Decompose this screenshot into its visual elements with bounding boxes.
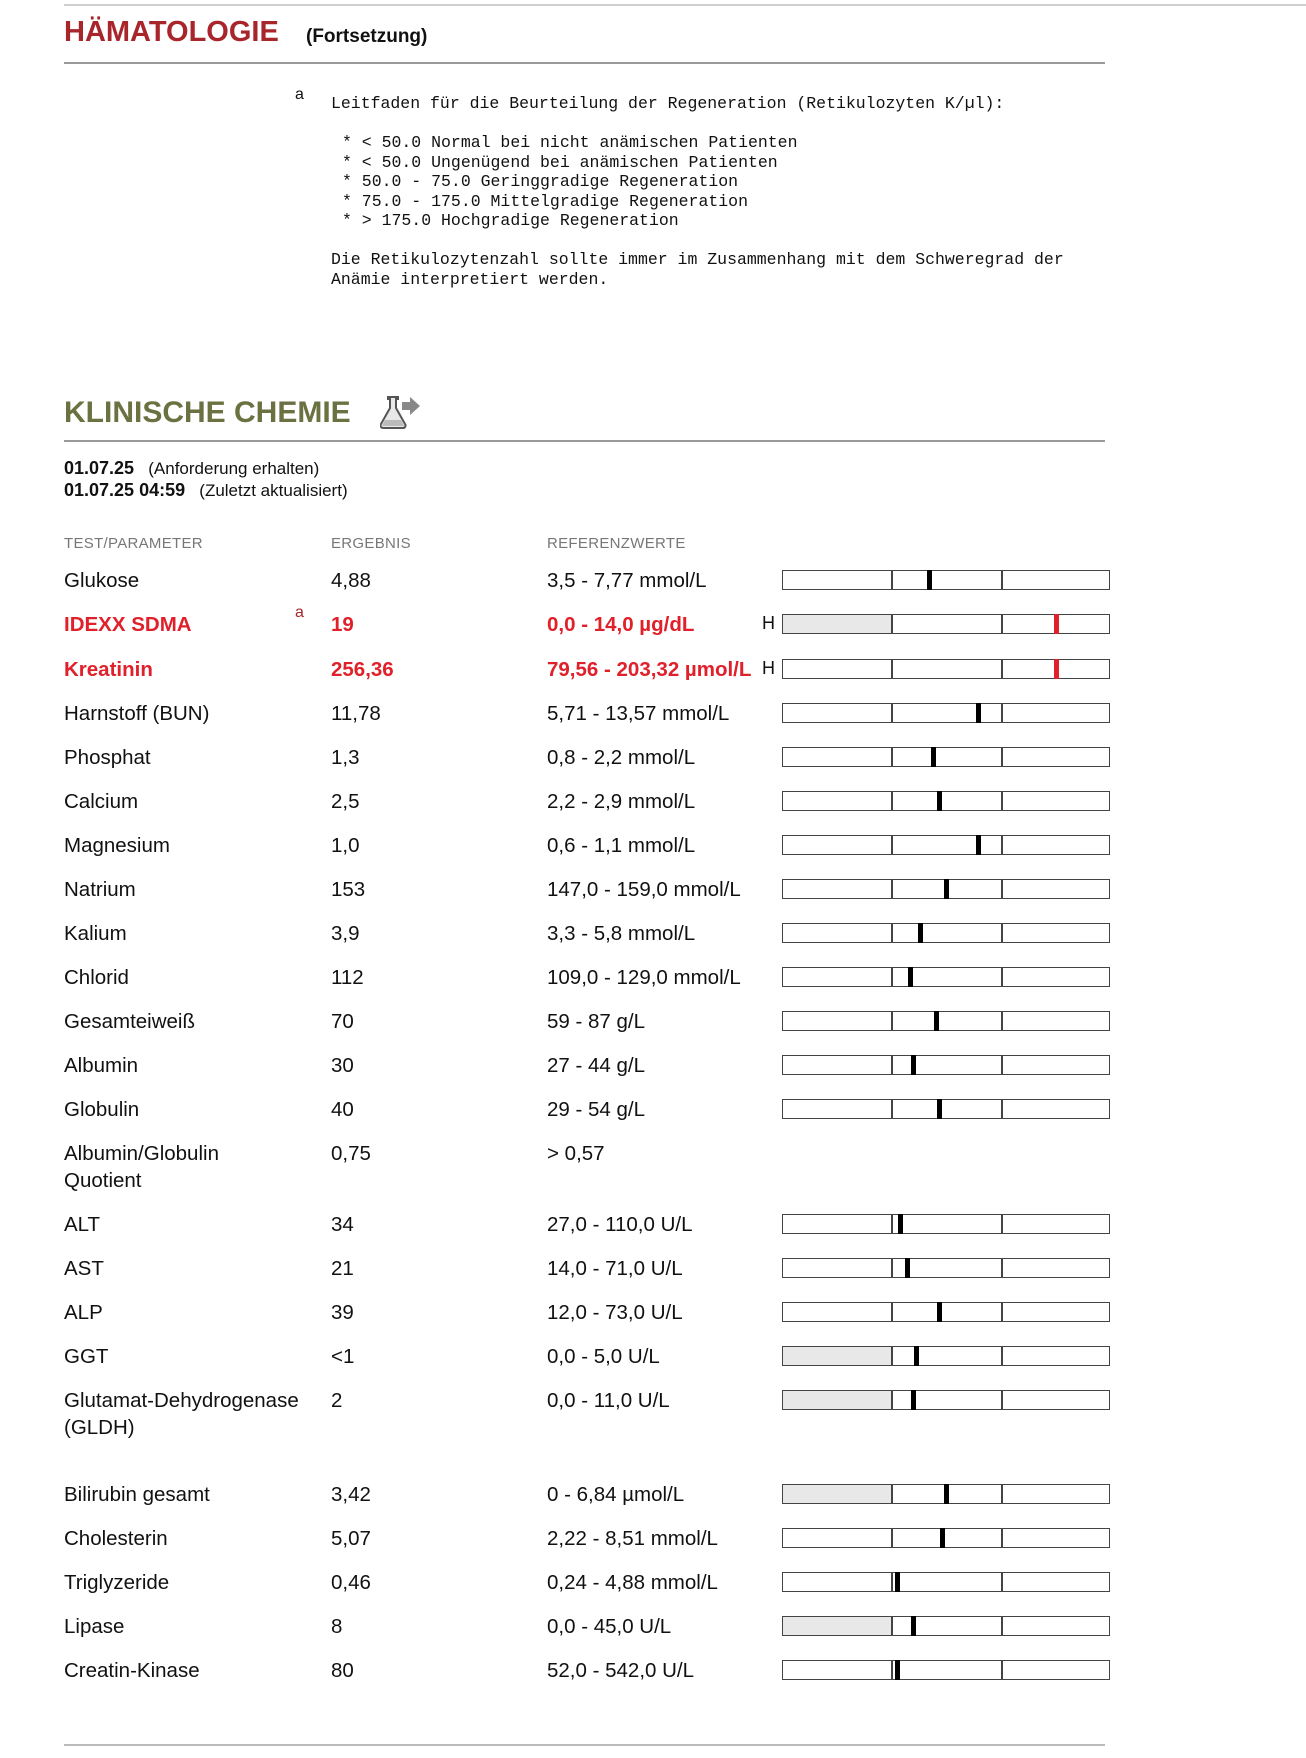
column-header-result: ERGEBNIS [331, 535, 411, 552]
guide-item: * < 50.0 Normal bei nicht anämischen Patienten [342, 133, 798, 152]
test-result: 3,42 [331, 1483, 371, 1506]
range-bar-divider [1001, 1573, 1003, 1591]
range-bar-shade [783, 1391, 891, 1409]
range-bar-divider [891, 924, 893, 942]
guide-item: * 75.0 - 175.0 Mittelgradige Regeneration [342, 191, 748, 211]
range-bar-divider [1001, 1215, 1003, 1233]
test-name: Phosphat [64, 746, 151, 769]
table-row [0, 788, 1306, 832]
range-bar-divider [891, 1391, 893, 1409]
table-row [0, 1255, 1306, 1299]
table-row [0, 1140, 1306, 1192]
range-bar-divider [1001, 704, 1003, 722]
test-name: ALT [64, 1213, 101, 1236]
test-result: 0,75 [331, 1142, 371, 1165]
range-bar-divider [1001, 615, 1003, 633]
updated-date-line [64, 480, 348, 501]
test-name: Glutamat-Dehydrogenase (GLDH) [64, 1389, 299, 1439]
test-name: Gesamteiweiß [64, 1010, 196, 1033]
test-name: Creatin-Kinase [64, 1659, 200, 1682]
test-name: Calcium [64, 790, 139, 813]
range-bar [782, 570, 1110, 590]
reference-range: 0 - 6,84 µmol/L [547, 1483, 685, 1506]
table-row [0, 1613, 1306, 1657]
range-bar-divider [1001, 836, 1003, 854]
range-bar [782, 1099, 1110, 1119]
reference-range: 2,22 - 8,51 mmol/L [547, 1527, 718, 1550]
top-rule [64, 4, 1306, 6]
range-bar-divider [1001, 1617, 1003, 1635]
note-marker: a [295, 604, 304, 621]
range-bar-divider [891, 1215, 893, 1233]
range-bar-marker [1054, 614, 1059, 634]
section-title-hematology: HÄMATOLOGIE [64, 16, 279, 48]
test-result: 30 [331, 1054, 354, 1077]
range-bar [782, 791, 1110, 811]
reference-range: 59 - 87 g/L [547, 1010, 646, 1033]
test-result: 34 [331, 1213, 354, 1236]
range-bar-divider [1001, 1303, 1003, 1321]
range-bar-marker [914, 1346, 919, 1366]
range-bar-divider [891, 1485, 893, 1503]
range-bar-divider [891, 1012, 893, 1030]
table-row [0, 700, 1306, 744]
range-bar-marker [1054, 659, 1059, 679]
range-bar-divider [1001, 571, 1003, 589]
range-bar-marker [944, 1484, 949, 1504]
table-row [0, 1387, 1306, 1439]
section-divider [64, 440, 1105, 442]
range-bar-divider [891, 1529, 893, 1547]
range-bar-marker [937, 1302, 942, 1322]
range-bar-divider [891, 1303, 893, 1321]
table-row [0, 1096, 1306, 1140]
test-name: AST [64, 1257, 104, 1280]
reference-range: 147,0 - 159,0 mmol/L [547, 878, 741, 901]
test-name: Harnstoff (BUN) [64, 702, 210, 725]
reference-range: 5,71 - 13,57 mmol/L [547, 702, 730, 725]
range-bar-marker [934, 1011, 939, 1031]
note-marker: a [295, 86, 304, 103]
test-result: 11,78 [331, 702, 381, 725]
range-bar-divider [1001, 1529, 1003, 1547]
reference-range: 52,0 - 542,0 U/L [547, 1659, 695, 1682]
range-bar-marker [898, 1214, 903, 1234]
range-bar-divider [1001, 660, 1003, 678]
range-bar-marker [918, 923, 923, 943]
range-bar-divider [891, 792, 893, 810]
table-row [0, 964, 1306, 1008]
table-row [0, 567, 1306, 611]
test-result: 80 [331, 1659, 354, 1682]
test-result: 0,46 [331, 1571, 371, 1594]
updated-date: 01.07.25 04:59 [64, 480, 186, 500]
test-result: 4,88 [331, 569, 371, 592]
received-date-line [64, 458, 319, 479]
range-bar-divider [891, 880, 893, 898]
test-name: Chlorid [64, 966, 129, 989]
test-result: 2,5 [331, 790, 360, 813]
guide-footer: Die Retikulozytenzahl sollte immer im Zusammenhang mit dem Schweregrad der Anämie interpretiert werden. [331, 250, 1064, 289]
test-result: 153 [331, 878, 366, 901]
section-title-chemistry: KLINISCHE CHEMIE [64, 396, 351, 429]
range-bar [782, 1214, 1110, 1234]
range-bar-divider [1001, 1100, 1003, 1118]
range-bar-divider [1001, 748, 1003, 766]
range-bar-divider [891, 571, 893, 589]
range-bar-divider [1001, 1391, 1003, 1409]
range-bar [782, 1572, 1110, 1592]
range-bar-divider [891, 660, 893, 678]
range-bar-marker [908, 967, 913, 987]
test-name: Kreatinin [64, 658, 153, 681]
test-name: IDEXX SDMA [64, 613, 192, 636]
range-bar-divider [891, 836, 893, 854]
range-bar [782, 1011, 1110, 1031]
range-bar-shade [783, 1347, 891, 1365]
range-bar-marker [976, 835, 981, 855]
received-date: 01.07.25 [64, 458, 135, 478]
reference-range: 3,5 - 7,77 mmol/L [547, 569, 707, 592]
range-bar [782, 1055, 1110, 1075]
range-bar-marker [927, 570, 932, 590]
test-name: Albumin/Globulin Quotient [64, 1142, 219, 1192]
reference-range: 0,6 - 1,1 mmol/L [547, 834, 696, 857]
range-bar-divider [1001, 1347, 1003, 1365]
range-bar-marker [944, 879, 949, 899]
range-bar-divider [1001, 880, 1003, 898]
range-bar-marker [940, 1528, 945, 1548]
table-row [0, 1343, 1306, 1387]
range-bar [782, 1390, 1110, 1410]
range-bar-divider [891, 615, 893, 633]
test-result: 39 [331, 1301, 354, 1324]
range-bar [782, 879, 1110, 899]
range-bar-marker [895, 1572, 900, 1592]
range-bar-divider [891, 1100, 893, 1118]
reference-range: 12,0 - 73,0 U/L [547, 1301, 683, 1324]
table-row [0, 1052, 1306, 1096]
range-bar [782, 1484, 1110, 1504]
range-bar-divider [1001, 1485, 1003, 1503]
table-row [0, 832, 1306, 876]
test-result: 70 [331, 1010, 354, 1033]
guide-intro: Leitfaden für die Beurteilung der Regeneration (Retikulozyten K/µl): [331, 94, 1005, 113]
reference-range: 0,0 - 45,0 U/L [547, 1615, 672, 1638]
reference-range: 79,56 - 203,32 µmol/L [547, 658, 752, 681]
test-name: Kalium [64, 922, 127, 945]
reference-range: 0,0 - 5,0 U/L [547, 1345, 660, 1368]
section-divider [64, 62, 1105, 64]
test-result: 2 [331, 1389, 343, 1412]
range-bar [782, 703, 1110, 723]
table-row [0, 1211, 1306, 1255]
reference-range: 3,3 - 5,8 mmol/L [547, 922, 696, 945]
test-result: 21 [331, 1257, 354, 1280]
test-result: 5,07 [331, 1527, 371, 1550]
range-bar [782, 1346, 1110, 1366]
range-bar-divider [1001, 1661, 1003, 1679]
reference-range: 27 - 44 g/L [547, 1054, 646, 1077]
range-bar-divider [1001, 924, 1003, 942]
range-bar-divider [891, 1617, 893, 1635]
range-bar [782, 659, 1110, 679]
test-result: 40 [331, 1098, 354, 1121]
table-row [0, 1481, 1306, 1525]
test-name: Lipase [64, 1615, 125, 1638]
high-flag: H [762, 658, 775, 678]
reference-range: 29 - 54 g/L [547, 1098, 646, 1121]
guide-item: * 50.0 - 75.0 Geringgradige Regeneration [342, 172, 739, 191]
test-name: Triglyzeride [64, 1571, 170, 1594]
table-row [0, 1008, 1306, 1052]
test-name: Albumin [64, 1054, 139, 1077]
table-row [0, 876, 1306, 920]
table-row [0, 744, 1306, 788]
section-subtitle: (Fortsetzung) [306, 26, 428, 47]
range-bar-divider [891, 748, 893, 766]
range-bar [782, 1660, 1110, 1680]
range-bar [782, 1616, 1110, 1636]
reference-range: 14,0 - 71,0 U/L [547, 1257, 683, 1280]
test-name: GGT [64, 1345, 109, 1368]
bottom-rule [64, 1744, 1105, 1746]
table-row [0, 1299, 1306, 1343]
reference-range: 0,24 - 4,88 mmol/L [547, 1571, 718, 1594]
reference-range: 0,0 - 14,0 µg/dL [547, 613, 695, 636]
column-header-reference: REFERENZWERTE [547, 535, 686, 552]
range-bar-marker [911, 1616, 916, 1636]
updated-label: (Zuletzt aktualisiert) [199, 481, 348, 500]
range-bar-divider [891, 1573, 893, 1591]
range-bar-marker [911, 1390, 916, 1410]
reference-range: 0,8 - 2,2 mmol/L [547, 746, 696, 769]
range-bar [782, 614, 1110, 634]
reference-range: 0,0 - 11,0 U/L [547, 1389, 670, 1412]
range-bar [782, 1258, 1110, 1278]
range-bar-divider [891, 704, 893, 722]
test-name: Cholesterin [64, 1527, 168, 1550]
test-name: Globulin [64, 1098, 140, 1121]
range-bar-divider [1001, 1259, 1003, 1277]
reference-range: 109,0 - 129,0 mmol/L [547, 966, 741, 989]
range-bar-divider [891, 1056, 893, 1074]
test-name: ALP [64, 1301, 103, 1324]
reference-range: 27,0 - 110,0 U/L [547, 1213, 693, 1236]
range-bar [782, 1302, 1110, 1322]
range-bar-marker [895, 1660, 900, 1680]
table-row [0, 604, 1306, 655]
test-result: 3,9 [331, 922, 360, 945]
table-row [0, 920, 1306, 964]
range-bar-marker [937, 791, 942, 811]
test-result: 1,0 [331, 834, 360, 857]
range-bar [782, 835, 1110, 855]
test-name: Magnesium [64, 834, 170, 857]
test-name: Glukose [64, 569, 140, 592]
range-bar [782, 747, 1110, 767]
received-label: (Anforderung erhalten) [148, 459, 320, 478]
guide-list [342, 133, 797, 231]
test-result: 112 [331, 966, 364, 989]
table-row [0, 1569, 1306, 1613]
range-bar-divider [891, 1259, 893, 1277]
range-bar [782, 967, 1110, 987]
range-bar-marker [937, 1099, 942, 1119]
reference-range: 2,2 - 2,9 mmol/L [547, 790, 696, 813]
range-bar-divider [1001, 968, 1003, 986]
high-flag: H [762, 613, 775, 633]
guide-item: * < 50.0 Ungenügend bei anämischen Patienten [342, 152, 778, 172]
range-bar-divider [1001, 792, 1003, 810]
flask-icon [380, 394, 422, 430]
test-result: 19 [331, 613, 354, 636]
table-row [0, 1657, 1306, 1701]
range-bar-marker [911, 1055, 916, 1075]
range-bar-shade [783, 1485, 891, 1503]
test-name: Bilirubin gesamt [64, 1483, 210, 1506]
range-bar [782, 1528, 1110, 1548]
test-name: Natrium [64, 878, 136, 901]
range-bar-divider [891, 1661, 893, 1679]
range-bar-divider [1001, 1012, 1003, 1030]
column-header-test: TEST/PARAMETER [64, 535, 203, 552]
test-result: <1 [331, 1345, 355, 1368]
table-row [0, 656, 1306, 700]
range-bar-shade [783, 615, 891, 633]
range-bar-divider [891, 968, 893, 986]
guide-item: * > 175.0 Hochgradige Regeneration [342, 211, 679, 230]
range-bar-shade [783, 1617, 891, 1635]
test-result: 8 [331, 1615, 343, 1638]
range-bar-marker [905, 1258, 910, 1278]
range-bar-marker [931, 747, 936, 767]
range-bar [782, 923, 1110, 943]
test-result: 1,3 [331, 746, 360, 769]
range-bar-divider [1001, 1056, 1003, 1074]
test-result: 256,36 [331, 658, 394, 681]
reference-range: > 0,57 [547, 1142, 605, 1165]
table-row [0, 1525, 1306, 1569]
range-bar-marker [976, 703, 981, 723]
range-bar-divider [891, 1347, 893, 1365]
